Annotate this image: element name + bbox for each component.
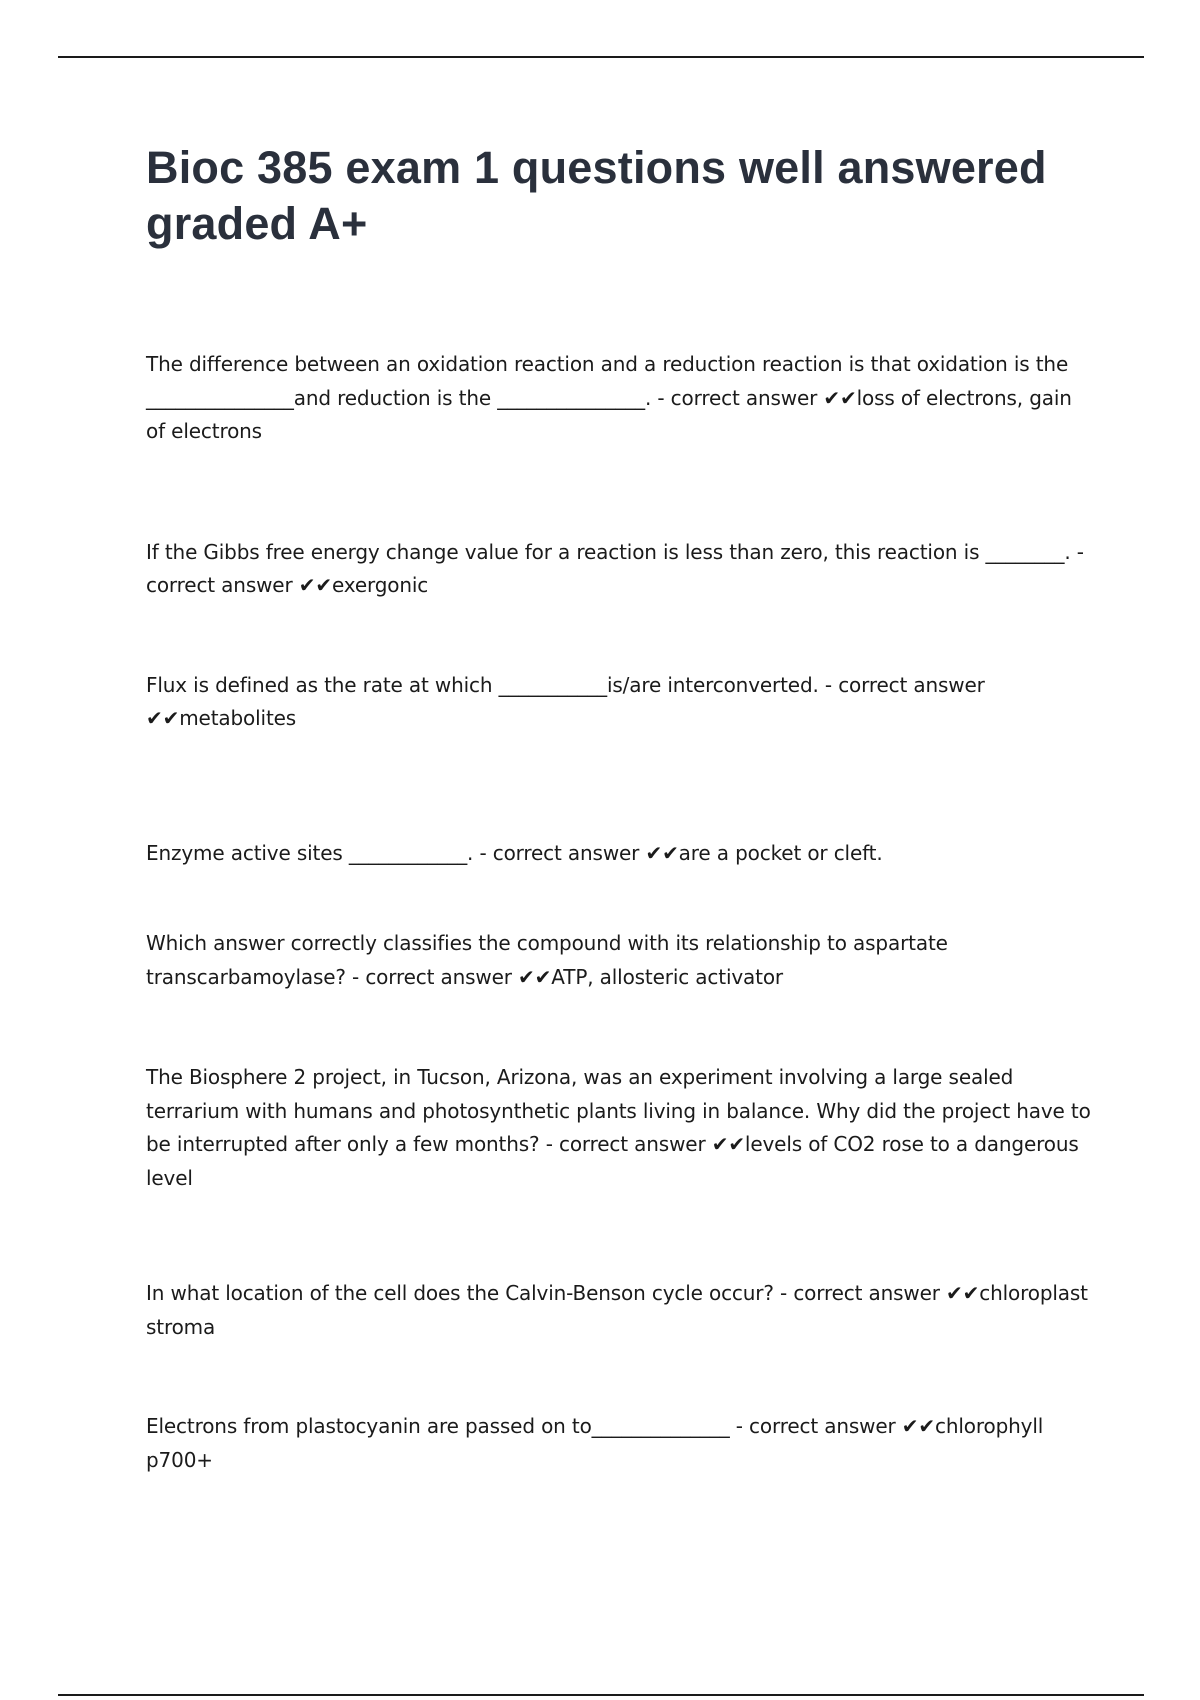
qa-item-5: Which answer correctly classifies the compound with its relationship to aspartate transcarbamoylase? - correct answer ✔✔ATP, allosteric activator: [146, 931, 948, 989]
qa-item-4: Enzyme active sites ____________. - correct answer ✔✔are a pocket or cleft.: [146, 840, 883, 865]
qa-item-7: In what location of the cell does the Calvin-Benson cycle occur? - correct answer ✔✔chloroplast stroma: [146, 1281, 1088, 1339]
qa-item-3: Flux is defined as the rate at which ___________is/are interconverted. - correct answer ✔✔metabolites: [146, 672, 985, 730]
qa-list: [146, 348, 1096, 1477]
qa-item-6: The Biosphere 2 project, in Tucson, Arizona, was an experiment involving a large sealed terrarium with humans and photosynthetic plants living in balance. Why did the project have to be interrupted after only a few months? - correct answer ✔✔levels of CO2 rose to a dangerous level: [146, 1065, 1091, 1190]
document-body: [146, 140, 1096, 1477]
top-rule: [58, 56, 1144, 58]
qa-item-1: The difference between an oxidation reaction and a reduction reaction is that oxidation is the _______________and reduction is the _______________. - correct answer ✔✔loss of electrons, gain of electrons: [146, 352, 1072, 443]
document-title: Bioc 385 exam 1 questions well answered graded A+: [146, 142, 1047, 249]
qa-item-8: Electrons from plastocyanin are passed on to______________ - correct answer ✔✔chlorophyll p700+: [146, 1414, 1044, 1472]
qa-item-2: If the Gibbs free energy change value for a reaction is less than zero, this reaction is ________. - correct answer ✔✔exergonic: [146, 539, 1084, 597]
bottom-rule: [58, 1694, 1144, 1696]
